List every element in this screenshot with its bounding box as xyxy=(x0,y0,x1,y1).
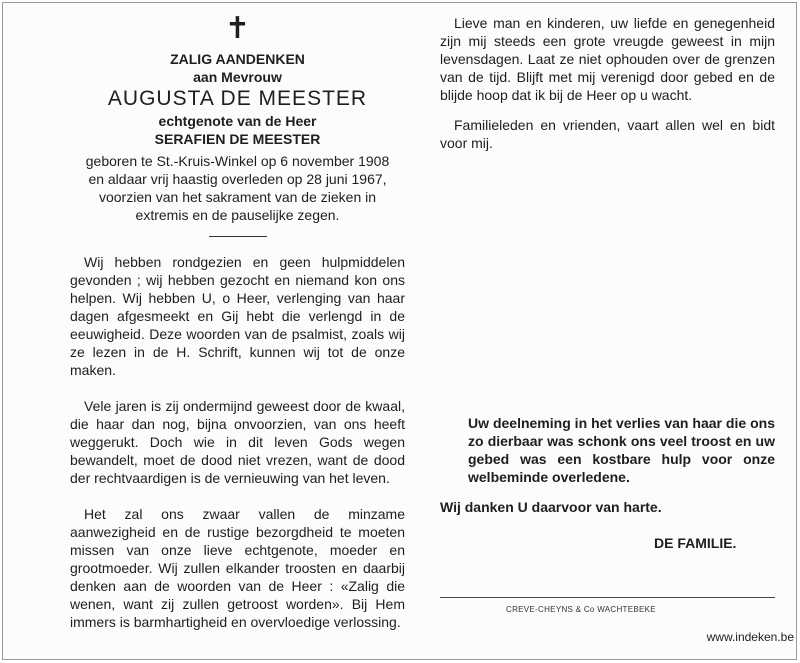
bio-line: extremis en de pauselijke zegen. xyxy=(135,207,340,223)
printer-credit: CREVE-CHEYNS & Co WACHTEBEKE xyxy=(506,605,656,614)
paragraph: Vele jaren is zij ondermijnd geweest door de kwaal, die haar dan nog, bijna onvoorzien, van ons heeft weggerukt. Doch wie in dit leven Gods wegen bewandelt, moet de dood niet vrezen, want de dood der rechtvaardigen is de vernieuwing van het leven. xyxy=(70,398,405,486)
thanks-paragraph: Uw deelneming in het verlies van haar die ons zo dierbaar was schonk ons veel troost en uw gebed was een kostbare hulp voor onze welbeminde overledene. xyxy=(468,415,775,485)
bio-line: en aldaar vrij haastig overleden op 28 juni 1967, xyxy=(88,171,387,187)
bio-line: voorzien van het sakrament van de zieken in xyxy=(98,189,377,205)
cross-icon: ✝ xyxy=(224,12,251,45)
paragraph: Familieleden en vrienden, vaart allen wel en bidt voor mij. xyxy=(440,117,775,151)
spouse-name: SERAFIEN DE MEESTER xyxy=(154,131,321,147)
divider-line xyxy=(440,597,775,598)
heading-line-2: aan Mevrouw xyxy=(193,69,282,85)
signature: DE FAMILIE. xyxy=(654,535,737,551)
right-column xyxy=(440,14,775,552)
paragraph: Lieve man en kinderen, uw liefde en genegenheid zijn mij steeds een grote vreugde geweest in mijn levensdagen. Laat ze niet ophouden over de grenzen van de tijd. Blijft met mij verenigd door gebed en de blijde hoop dat ik bij de Heer op u wacht. xyxy=(440,15,775,103)
paragraph: Het zal ons zwaar vallen de minzame aanwezigheid en de rustige bezorgdheid te moeten missen van onze lieve echtgenote, moeder en grootmoeder. Wij zullen elkander troosten en daarbij denken aan de woorden van de Heer : «Zalig die wenen, want zij zullen getroost worden». Bij Hem immers is barmhartigheid en overvloedige verlossing. xyxy=(70,506,405,630)
deceased-name: AUGUSTA DE MEESTER xyxy=(107,87,368,110)
heading-line-3: echtgenote van de Heer xyxy=(158,113,317,129)
bio-block xyxy=(70,152,405,224)
paragraph: Wij hebben rondgezien en geen hulpmiddelen gevonden ; wij hebben gezocht en niemand kon ons helpen. Wij hebben U, o Heer, verlenging van haar dagen afgesmeekt en Gij hebt die verlengd in de eeuwigheid. Deze woorden van de psalmist, zoals wij ze lezen in de H. Schrift, kunnen wij tot de onze maken. xyxy=(70,254,405,378)
watermark: www.indeken.be xyxy=(706,630,794,644)
separator-line xyxy=(209,236,267,237)
left-column xyxy=(70,14,405,631)
thanks-line: Wij danken U daarvoor van harte. xyxy=(440,499,662,515)
bio-line: geboren te St.-Kruis-Winkel op 6 november 1908 xyxy=(85,153,390,169)
heading-line-1: ZALIG AANDENKEN xyxy=(170,51,305,67)
